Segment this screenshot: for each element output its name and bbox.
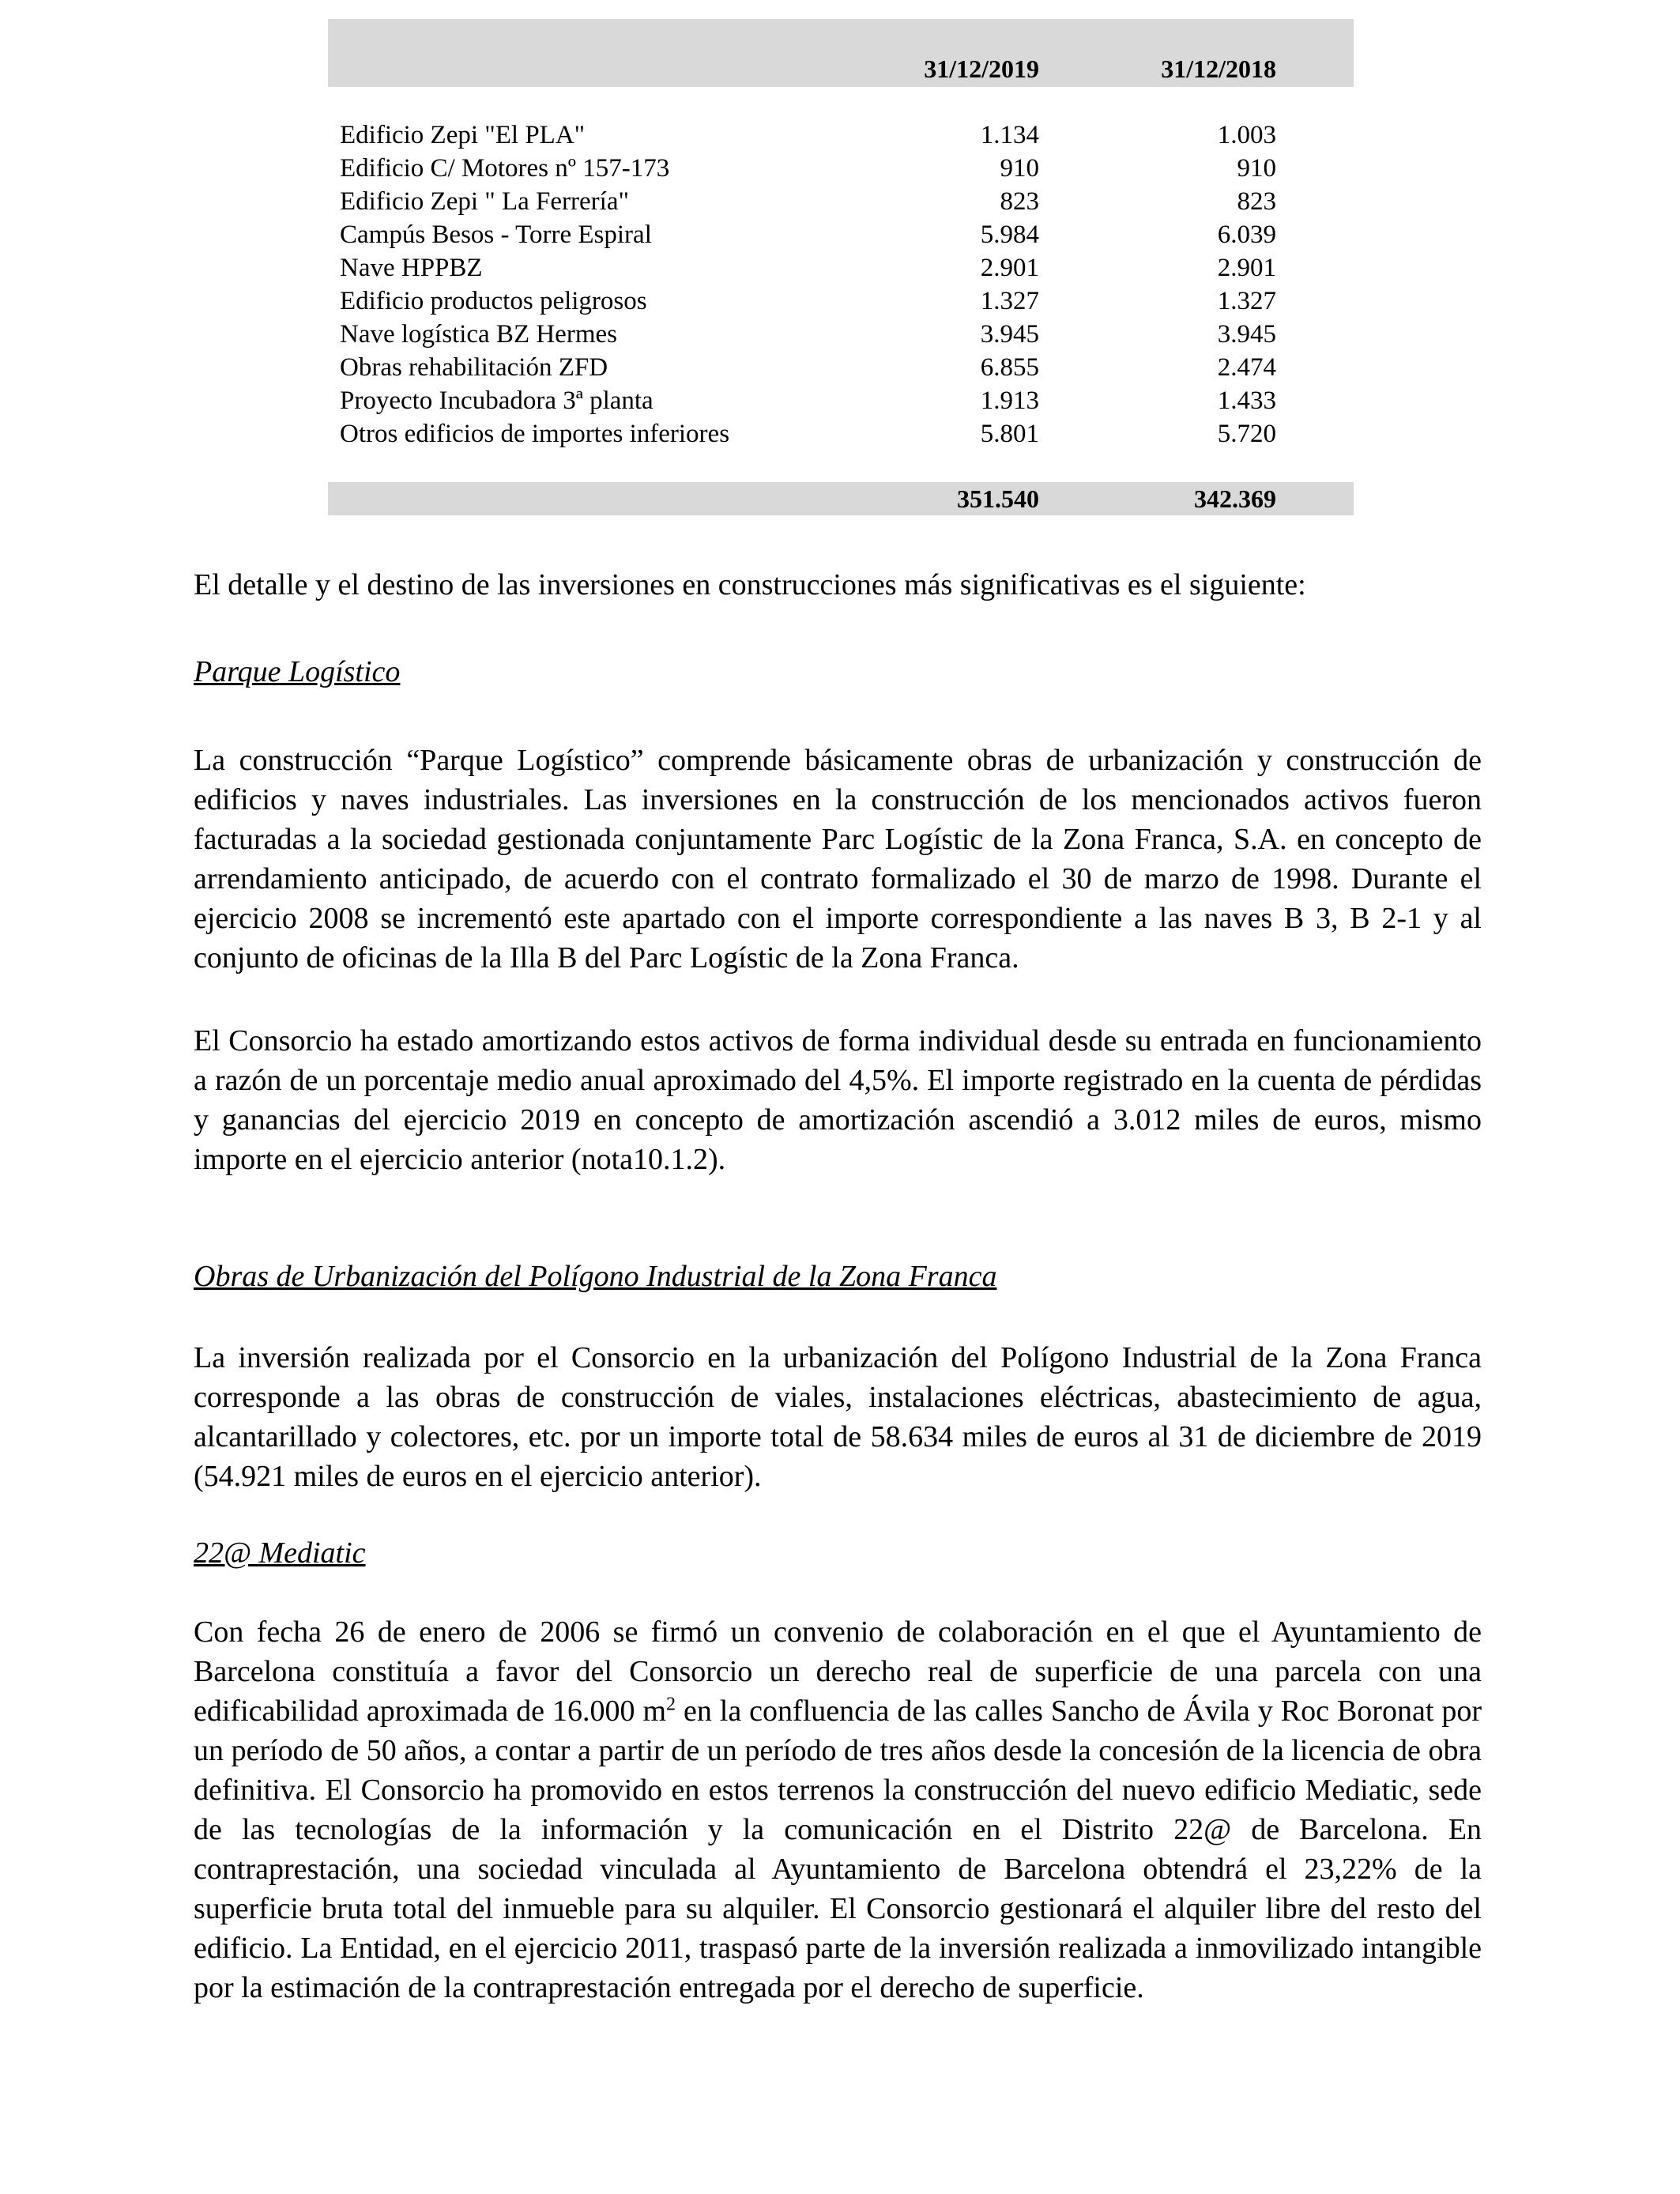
table-row <box>328 251 1354 285</box>
row-value-2019: 823 <box>1000 187 1039 216</box>
row-value-2019: 1.134 <box>980 121 1039 149</box>
constructions-table <box>328 19 1354 515</box>
row-value-2018: 6.039 <box>1217 221 1276 249</box>
total-2019: 351.540 <box>957 484 1039 513</box>
row-label: Edificio Zepi " La Ferrería" <box>340 187 629 216</box>
obras-paragraph-1: La inversión realizada por el Consorcio en la urbanización del Polígono Industrial de la Zona Franca corresponde a las obras de construcción de viales, instalaciones eléctricas, abastecimiento de agua, alcantarillado y colectores, etc. por un importe total de 58.634 miles de euros al 31 de diciembre de 2019 (54.921 miles de euros en el ejercicio anterior). <box>194 1341 1482 1493</box>
row-value-2018: 910 <box>1237 154 1276 183</box>
row-value-2019: 5.801 <box>980 420 1039 448</box>
row-value-2018: 2.901 <box>1217 254 1276 282</box>
table-row <box>328 218 1354 251</box>
row-value-2019: 3.945 <box>980 320 1039 349</box>
row-value-2019: 2.901 <box>980 254 1039 282</box>
row-label: Edificio productos peligrosos <box>340 287 647 315</box>
heading-22-mediatic: 22@ Mediatic <box>194 1536 366 1570</box>
row-label: Edificio C/ Motores nº 157-173 <box>340 154 670 183</box>
column-header-2019: 31/12/2019 <box>924 55 1039 83</box>
mediatic-text-part-1: Con fecha 26 de enero de 2006 se firmó un convenio de colaboración en el que el Ayuntamiento de Barcelona constituía a favor del Consorcio un derecho real de superficie de una parcela con una edificabilidad aproximada de 16.000 m <box>194 1615 1482 1728</box>
row-label: Edificio Zepi "El PLA" <box>340 121 586 149</box>
table-row <box>328 417 1354 450</box>
row-value-2018: 2.474 <box>1217 353 1276 382</box>
mediatic-paragraph-1 <box>194 1612 1482 2007</box>
column-header-2018: 31/12/2018 <box>1161 55 1276 83</box>
mediatic-text-part-2: en la confluencia de las calles Sancho de Ávila y Roc Boronat por un período de 50 años, a contar a partir de un período de tres años desde la concesión de la licencia de obra definitiva. El Consorcio ha promovido en estos terrenos la construcción del nuevo edificio Mediatic, sede de las tecnologías de la información y la comunicación en el Distrito 22@ de Barcelona. En contraprestación, una sociedad vinculada al Ayuntamiento de Barcelona obtendrá el 23,22% de la superficie bruta total del inmueble para su alquiler. El Consorcio gestionará el alquiler libre del resto del edificio. La Entidad, en el ejercicio 2011, traspasó parte de la inversión realizada a inmovilizado intangible por la estimación de la contraprestación entregada por el derecho de superficie. <box>194 1695 1482 2004</box>
table-row <box>328 351 1354 384</box>
row-label: Campús Besos - Torre Espiral <box>340 221 652 249</box>
table-row <box>328 119 1354 152</box>
table-row <box>328 318 1354 351</box>
table-row <box>328 185 1354 218</box>
table-body <box>328 87 1354 482</box>
row-label: Otros edificios de importes inferiores <box>340 420 730 448</box>
row-label: Nave logística BZ Hermes <box>340 320 617 349</box>
row-value-2018: 823 <box>1237 187 1276 216</box>
table-total-row <box>328 482 1354 515</box>
row-value-2019: 1.327 <box>980 287 1039 315</box>
row-value-2018: 3.945 <box>1217 320 1276 349</box>
row-value-2018: 1.433 <box>1217 386 1276 415</box>
row-label: Nave HPPBZ <box>340 254 483 282</box>
heading-obras-urbanizacion: Obras de Urbanización del Polígono Industrial de la Zona Franca <box>194 1260 997 1293</box>
row-value-2019: 1.913 <box>980 386 1039 415</box>
row-value-2019: 6.855 <box>980 353 1039 382</box>
row-value-2018: 1.327 <box>1217 287 1276 315</box>
row-value-2019: 910 <box>1000 154 1039 183</box>
table-row <box>328 384 1354 417</box>
table-row <box>328 285 1354 318</box>
row-value-2019: 5.984 <box>980 221 1039 249</box>
parque-paragraph-1: La construcción “Parque Logístico” comprende básicamente obras de urbanización y construcción de edificios y naves industriales. Las inversiones en la construcción de los mencionados activos fueron facturadas a la sociedad gestionada conjuntamente Parc Logístic de la Zona Franca, S.A. en concepto de arrendamiento anticipado, de acuerdo con el contrato formalizado el 30 de marzo de 1998. Durante el ejercicio 2008 se incrementó este apartado con el importe correspondiente a las naves B 3, B 2-1 y al conjunto de oficinas de la Illa B del Parc Logístic de la Zona Franca. <box>194 744 1482 974</box>
superscript-2: 2 <box>666 1694 676 1715</box>
row-label: Obras rehabilitación ZFD <box>340 353 608 382</box>
row-value-2018: 1.003 <box>1217 121 1276 149</box>
table-header <box>328 19 1354 87</box>
row-value-2018: 5.720 <box>1217 420 1276 448</box>
intro-paragraph: El detalle y el destino de las inversiones en construcciones más significativas es el siguiente: <box>194 568 1306 601</box>
parque-paragraph-2: El Consorcio ha estado amortizando estos activos de forma individual desde su entrada en funcionamiento a razón de un porcentaje medio anual aproximado del 4,5%. El importe registrado en la cuenta de pérdidas y ganancias del ejercicio 2019 en concepto de amortización ascendió a 3.012 miles de euros, mismo importe en el ejercicio anterior (nota10.1.2). <box>194 1024 1482 1176</box>
total-2018: 342.369 <box>1194 484 1276 513</box>
heading-parque-logistico: Parque Logístico <box>194 655 401 688</box>
table-row <box>328 152 1354 185</box>
row-label: Proyecto Incubadora 3ª planta <box>340 386 654 415</box>
